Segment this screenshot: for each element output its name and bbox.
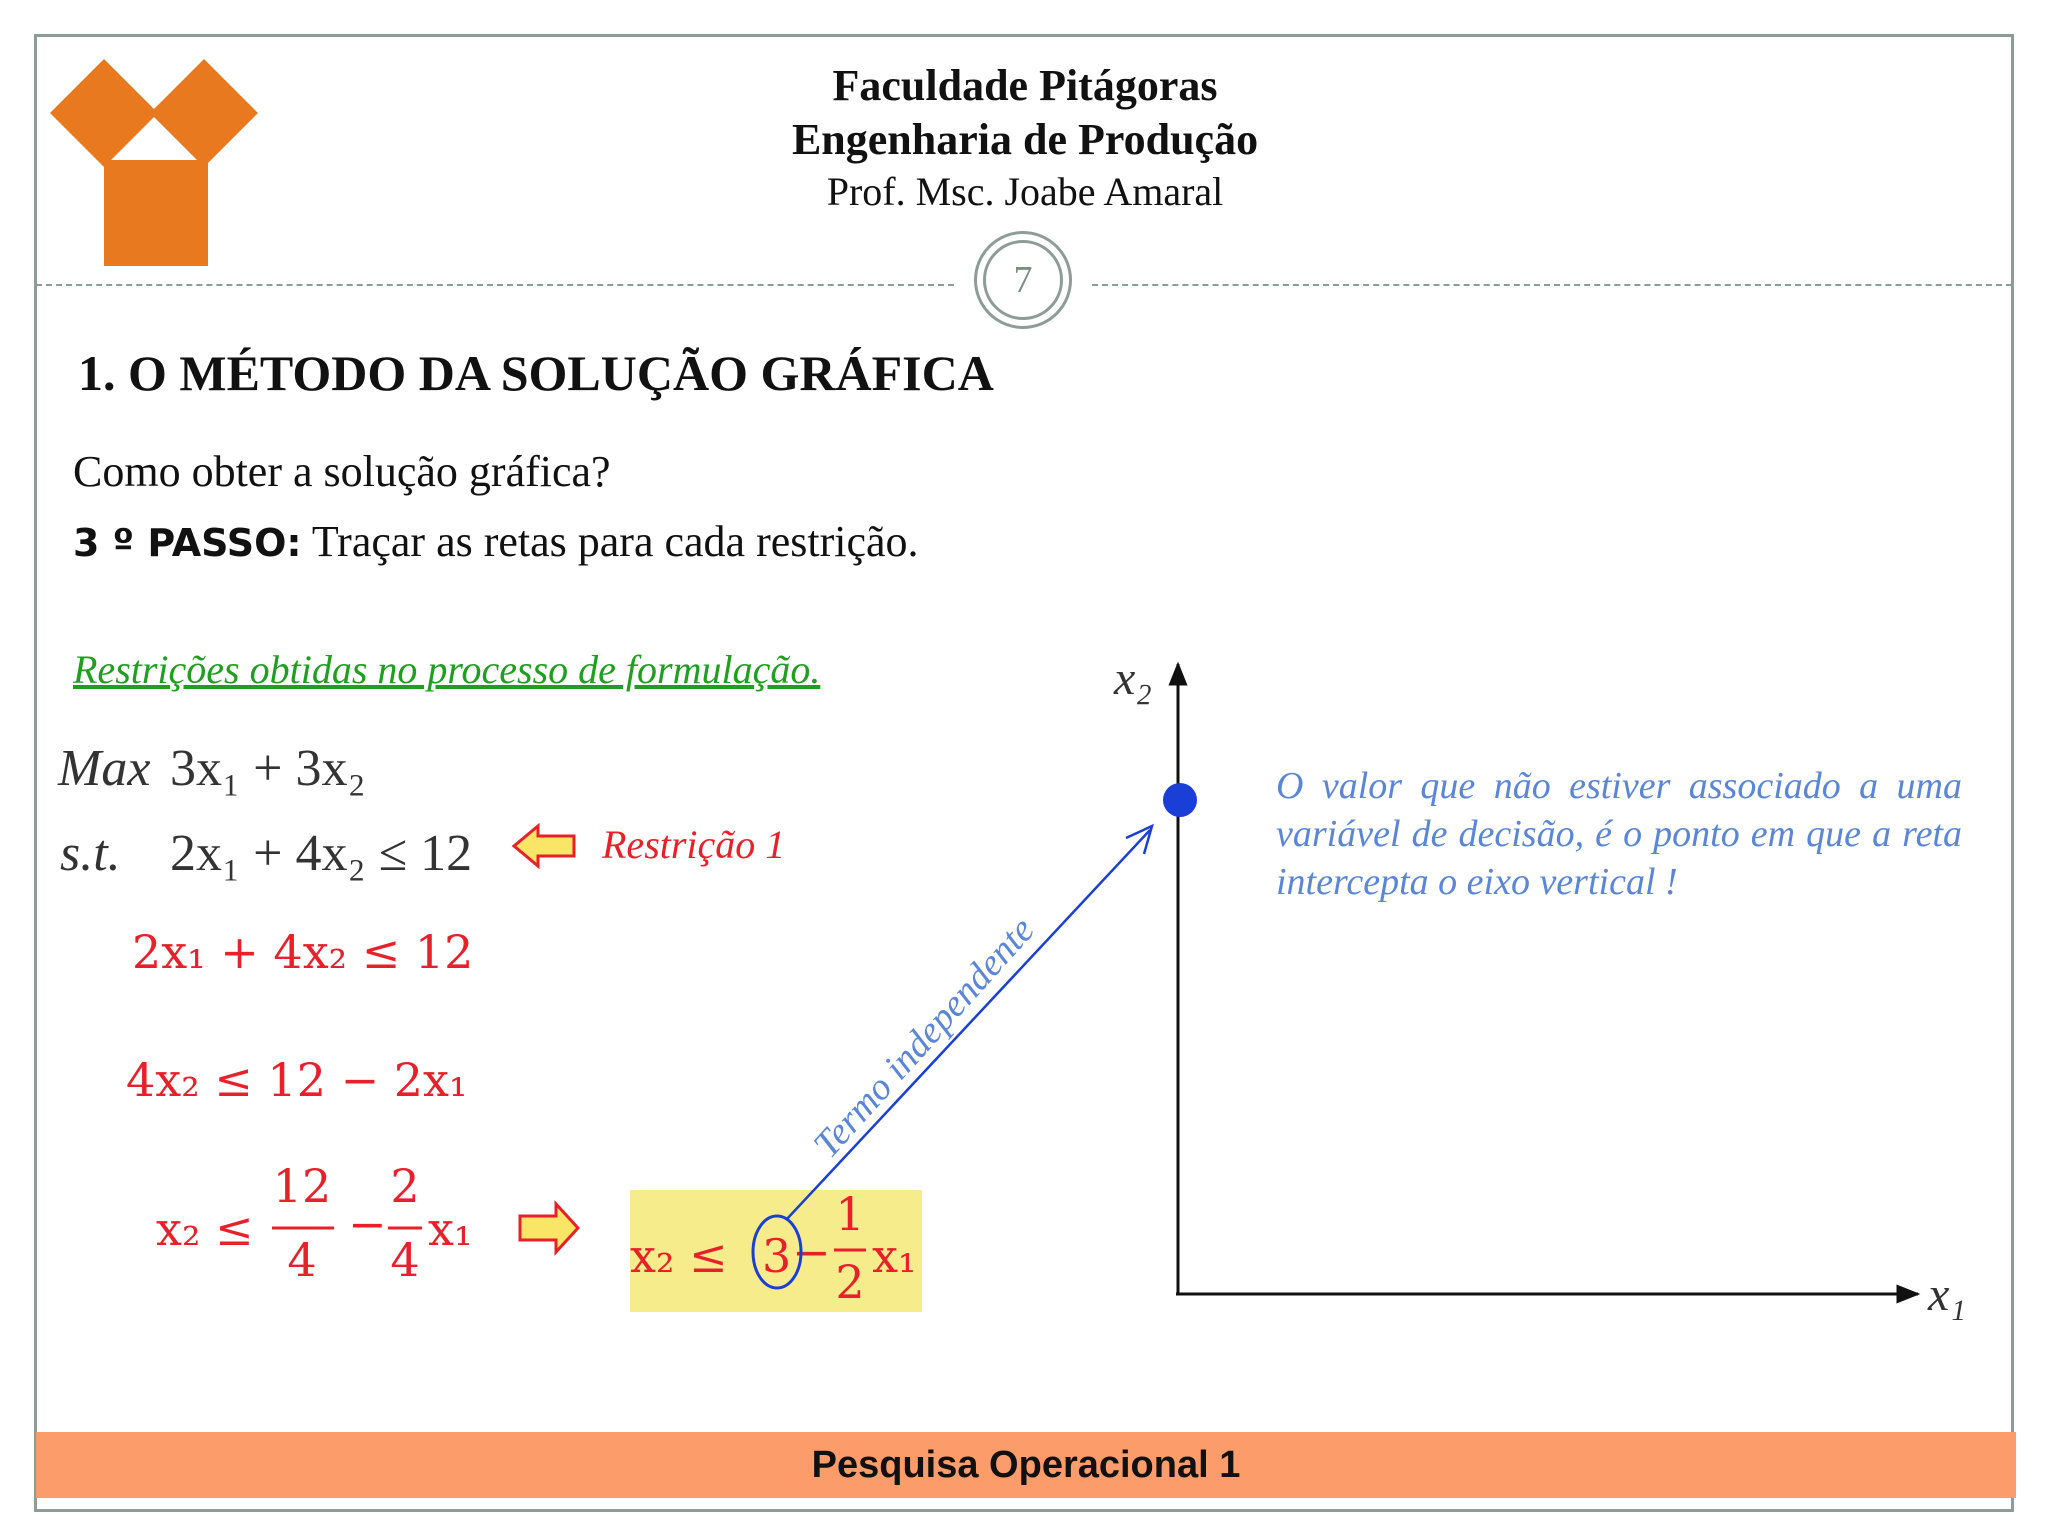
model-objective: 3x₁ + 3x₂ (170, 740, 366, 797)
page-number: 7 (983, 240, 1063, 320)
step-description: Traçar as retas para cada restrição. (301, 517, 919, 566)
restricao-label: Restrição 1 (602, 822, 786, 867)
result-denominator: 2 (835, 1255, 865, 1309)
course-name: Engenharia de Produção (791, 115, 1259, 164)
y-axis-label: x₂ (1114, 652, 1152, 705)
minus-sign: − (348, 1197, 387, 1251)
restricoes-heading: Restrições obtidas no processo de formulação. (73, 647, 821, 692)
model-st-label: s.t. (60, 825, 121, 882)
derivation-step-1: 2x₁ + 4x₂ ≤ 12 (132, 925, 474, 979)
result-constant: 3 (762, 1229, 792, 1283)
result-var-x1: x₁ (872, 1229, 917, 1283)
intercept-point (1163, 783, 1197, 817)
result-numerator: 1 (835, 1187, 865, 1241)
model-constraint: 2x₁ + 4x₂ ≤ 12 (170, 825, 473, 882)
fraction-numerator-12: 12 (272, 1159, 332, 1213)
implies-arrow-icon (520, 1204, 578, 1252)
professor-name: Prof. Msc. Joabe Amaral (826, 169, 1224, 214)
arrow-label: Termo independente (805, 909, 1043, 1167)
fraction-denominator-4: 4 (390, 1233, 420, 1287)
question-text: Como obter a solução gráfica? (73, 447, 611, 496)
x-axis-label: x₁ (1928, 1268, 1966, 1321)
explanation-note: O valor que não estiver associado a uma variável de decisão, é o ponto em que a reta intercepta o eixo vertical ! (1276, 765, 1962, 903)
derivation-step-3-lhs: x₂ ≤ (156, 1202, 254, 1256)
institution-name: Faculdade Pitágoras (832, 61, 1218, 110)
derivation-step-2: 4x₂ ≤ 12 − 2x₁ (126, 1053, 468, 1107)
fraction-numerator-2: 2 (390, 1159, 420, 1213)
footer-bar: Pesquisa Operacional 1 (36, 1432, 2016, 1498)
step-label: 3 º PASSO: (73, 521, 302, 565)
fraction-denominator-4: 4 (287, 1233, 317, 1287)
result-lhs: x₂ ≤ (630, 1229, 728, 1283)
model-max-label: Max (58, 740, 151, 797)
slide-title: 1. O MÉTODO DA SOLUÇÃO GRÁFICA (78, 345, 994, 401)
restricao-arrow-icon (514, 826, 574, 866)
result-minus: − (792, 1225, 831, 1279)
derivation-var-x1: x₁ (428, 1202, 473, 1256)
